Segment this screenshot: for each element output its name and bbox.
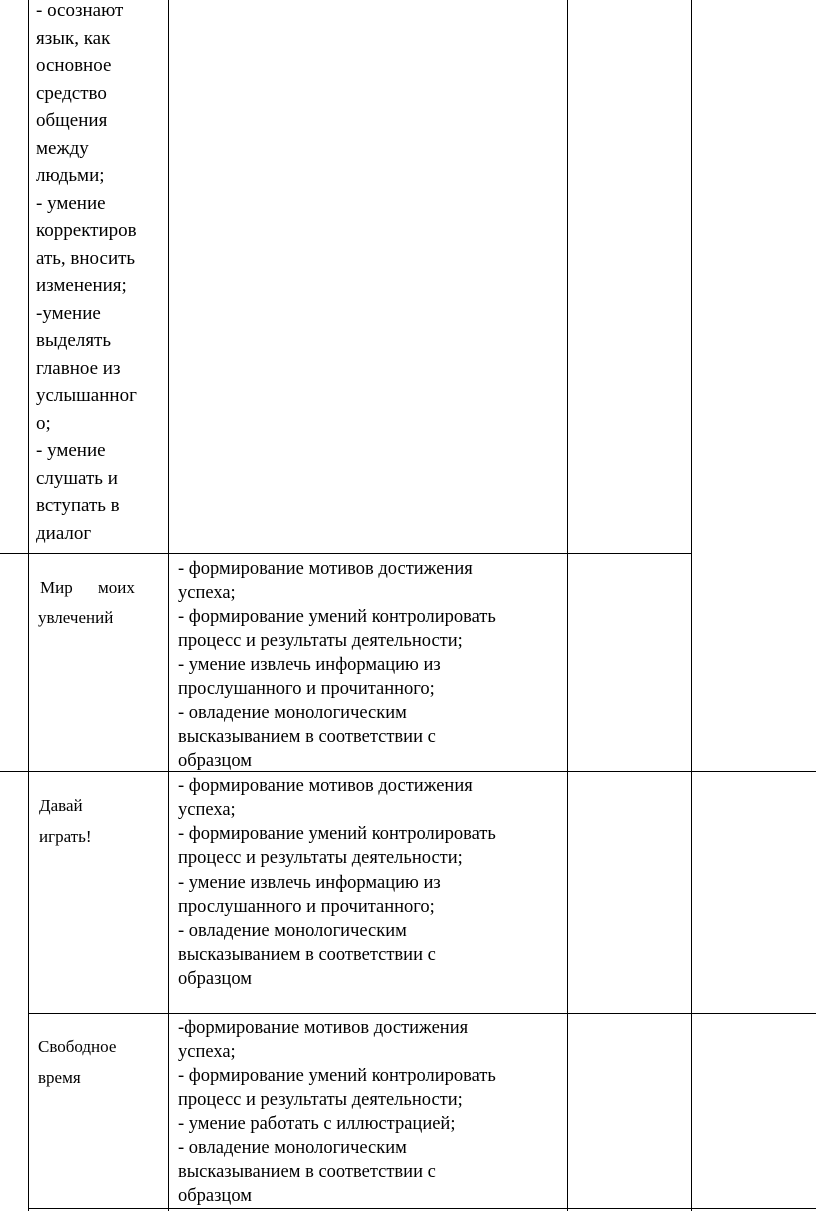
description-line: - умение извлечь информацию из (178, 873, 441, 893)
description-line: - овладение монологическим (178, 703, 407, 723)
description-line: - формирование мотивов достижения (178, 559, 473, 579)
description-line: - формирование мотивов достижения (178, 776, 473, 796)
description-line: - овладение монологическим (178, 1138, 407, 1158)
description-line: успеха; (178, 800, 236, 820)
skills-line: - осознают (36, 0, 124, 21)
skills-line: вступать в (36, 495, 120, 516)
skills-line: диалог (36, 522, 92, 544)
description-line: процесс и результаты деятельности; (178, 631, 463, 651)
topic-word: моих (98, 578, 135, 597)
skills-line: язык, как (36, 27, 111, 49)
row-border (28, 1013, 816, 1014)
description-line: прослушанного и прочитанного; (178, 897, 435, 917)
description-line: успеха; (178, 583, 236, 603)
skills-line: -умение (36, 302, 101, 324)
description-line: - формирование умений контролировать (178, 607, 496, 627)
description-line: высказыванием в соответствии с (178, 727, 436, 747)
skills-line: выделять (36, 330, 112, 351)
description-line: - умение извлечь информацию из (178, 655, 441, 675)
skills-line: общения (36, 110, 108, 131)
topic-word: Мир (40, 578, 73, 597)
row-border (0, 553, 691, 554)
skills-line: изменения; (36, 275, 127, 296)
skills-line: средство (36, 82, 107, 104)
description-line: образцом (178, 751, 252, 771)
column-border (168, 0, 169, 1211)
description-line: успеха; (178, 1042, 236, 1062)
skills-line: основное (36, 55, 112, 76)
skills-line: слушать и (36, 467, 118, 489)
column-border (28, 0, 29, 1211)
description-line: процесс и результаты деятельности; (178, 1090, 463, 1110)
column-border (567, 0, 568, 1211)
skills-line: услышанног (36, 385, 137, 406)
description-line: высказыванием в соответствии с (178, 945, 436, 965)
description-line: - формирование умений контролировать (178, 824, 496, 844)
column-border (691, 0, 692, 1211)
description-line: образцом (178, 969, 252, 989)
skills-line: людьми; (36, 165, 105, 186)
skills-line: главное из (36, 357, 121, 379)
description-line: - умение работать с иллюстрацией; (178, 1114, 456, 1134)
description-line: высказыванием в соответствии с (178, 1162, 436, 1182)
skills-line: о; (36, 412, 51, 434)
skills-line: ать, вносить (36, 247, 136, 269)
topic-line: время (38, 1068, 81, 1087)
description-line: - овладение монологическим (178, 921, 407, 941)
topic-line: Свободное (38, 1037, 117, 1056)
description-line: -формирование мотивов достижения (178, 1018, 469, 1038)
description-line: процесс и результаты деятельности; (178, 848, 463, 868)
skills-line: между (36, 137, 89, 159)
row-border (28, 1208, 816, 1209)
skills-line: - умение (36, 440, 106, 461)
skills-line: корректиров (36, 220, 137, 241)
description-line: - формирование умений контролировать (178, 1066, 496, 1086)
topic-word: увлечений (38, 608, 114, 627)
topic-line: Давай (39, 796, 83, 815)
topic-line: играть! (39, 827, 92, 846)
row-border (0, 771, 816, 772)
skills-line: - умение (36, 192, 106, 214)
description-line: прослушанного и прочитанного; (178, 679, 435, 699)
description-line: образцом (178, 1186, 252, 1206)
